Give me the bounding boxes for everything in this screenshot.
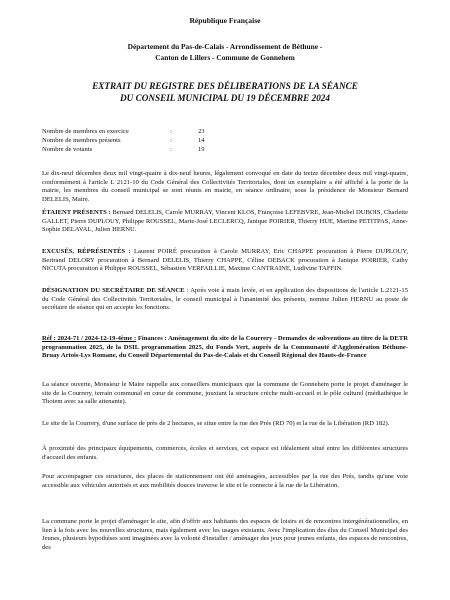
presents-paragraph bbox=[42, 209, 408, 235]
title-line-2: DU CONSEIL MUNICIPAL DU 19 DÉCEMBRE 2024 bbox=[120, 93, 330, 103]
title-line-1: EXTRAIT DU REGISTRE DES DÉLIBERATIONS DE LA SÉANCE bbox=[92, 81, 358, 91]
document-title bbox=[0, 80, 450, 104]
members-label: Nombre de membres présents bbox=[42, 137, 121, 144]
department-line-1: Département du Pas-de-Calais - Arrondissement de Béthune - bbox=[127, 42, 323, 51]
body-paragraph: La commune porte le projet d'aménager le site, afin d'offrir aux habitants des espaces de loisirs et de rencontres intergénérationnelles, en lien à la fois avec les nouvelles structures, mais également avec les usages existants. Avec l'implication des élus du Conseil Municipal des Jeunes, plusieurs hypothèses sont imaginées avec la volonté d'installer / aménager des jeux pour jeunes enfants, des espaces de rencontres, des bbox=[42, 518, 408, 551]
members-value: 19 bbox=[198, 146, 205, 153]
secretaire-text: : Après vote à main levée, et en application des dispositions de l'article L.2121-15 du Code Général des Collectivités Territoriales, le conseil municipal à l'unanimité des présents, nomme Julien HERNU au poste de secrétaire de séance qui en accepte les fonctions. bbox=[42, 287, 408, 312]
presents-text: Bernard DELELIS, Carole MURRAY, Vincent KLOS, Françoise LEFEBVRE, Jean-Michel DUBOIS, Charlette GALLET, Pierre DUPLOUY, Philippe ROUSSEL, Marie-José LECLERCQ, Janique POIRIER, Thierry HUE, Martine PETITPAS, Anne-Sophie DELAVAL, Julien HERNU. bbox=[42, 209, 408, 234]
members-row bbox=[42, 127, 218, 136]
members-row bbox=[42, 136, 218, 145]
members-separator: : bbox=[170, 146, 172, 153]
body-paragraph: Pour accompagner ces structures, des places de stationnement ont été aménagées, accessibles par la rue des Prés, tandis qu'une voie accessible aux véhicules autorisés et aux mobilités douces traverse le site et le connecte à la rue de la Libération. bbox=[42, 473, 408, 489]
presents-label: ÉTAIENT PRÉSENTS : bbox=[42, 209, 111, 216]
members-label: Nombre de membres en exercice bbox=[42, 128, 129, 135]
department-heading bbox=[0, 42, 450, 63]
members-label: Nombre de votants bbox=[42, 146, 93, 153]
republique-francaise-heading: République Française bbox=[189, 16, 261, 25]
members-value: 23 bbox=[198, 128, 205, 135]
members-separator: : bbox=[170, 137, 172, 144]
department-line-2: Canton de Lillers - Commune de Gonnehem bbox=[155, 52, 295, 62]
reference-paragraph bbox=[42, 335, 408, 361]
excuses-label: EXCUSÉS, RÉPRÉSENTÉS : bbox=[42, 248, 131, 255]
members-row bbox=[42, 145, 218, 154]
body-paragraph: Le site de la Courrery, d'une surface de près de 2 hectares, se situe entre la rue des Prés (RD 70) et la rue de la Libération (RD 182). bbox=[42, 420, 390, 427]
intro-paragraph: Le dix-neuf décembre deux mil vingt-quatre à dix-neuf heures, légalement convoqué en date du treize décembre deux mil vingt-quatre, conformément à l'article L 2121-10 du Code Général des Collectivités Territoriales, dont un exemplaire a été affiché à la porte de la mairie, les membres du conseil municipal se sont réunis en mairie, en séance ordinaire, sous la présidence de Monsieur Bernard DELELIS, Maire. bbox=[42, 170, 408, 203]
body-paragraph: À proximité des principaux équipements, commerces, écoles et services, cet espace est idéalement situé entre les différentes structures d'accueil des enfants. bbox=[42, 445, 408, 461]
secretaire-label: DÉSIGNATION DU SECRÉTAIRE DE SÉANCE bbox=[42, 287, 185, 294]
excuses-text: Laurent POIRÉ procuration à Carole MURRAY, Eric CHAPPE procuration à Pierre DUPLOUY, Bertrand DELORY procuration à Bernard DELELIS, Thierry CHAPPE, Céline DEBACK procuration à Janique POIRIER, Cathy NICUTA procuration à Philippe ROUSSEL, Sébastien VERFAILLIE, Maxime CANTRAINE, Ludivine TAFFIN. bbox=[42, 248, 408, 273]
secretaire-paragraph bbox=[42, 287, 408, 313]
reference-label: Réf : 2024-71 / 2024-12-19-4ème : bbox=[42, 335, 137, 342]
members-separator: : bbox=[170, 128, 172, 135]
body-paragraph: La séance ouverte, Monsieur le Maire rappelle aux conseillers municipaux que la commune de Gonnehem porte le projet d'aménager le site de la Courrery, terrain communal en cœur de commune, jouxtant la structure crèche multi-accueil et le pôle culturel (médiathèque le Thotem avec sa salle attenante). bbox=[42, 381, 408, 406]
members-value: 14 bbox=[198, 137, 205, 144]
excuses-paragraph bbox=[42, 248, 408, 274]
reference-text: Finances : Aménagement du site de la Courrery - Demandes de subventions au titre de la DETR programmation 2025, de la DSIL programmation 2025, du Fonds Vert, auprès de la Communauté d'Agglomération Béthune-Bruay Artois-Lys Romane, du Conseil Départemental du Pas-de-Calais et du Conseil Régional des Hauts-de-France bbox=[42, 335, 408, 360]
members-table bbox=[42, 127, 218, 154]
